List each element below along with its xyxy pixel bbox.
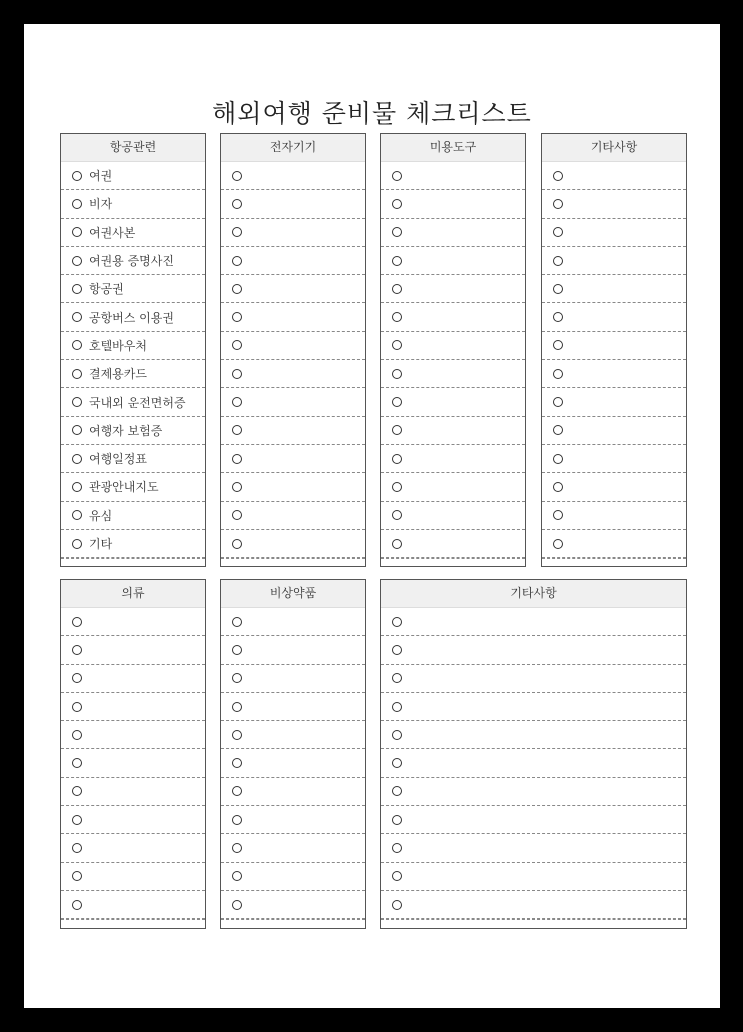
checklist-item[interactable] (61, 360, 205, 388)
checkbox-circle-icon[interactable] (72, 900, 82, 910)
checkbox-circle-icon[interactable] (392, 730, 402, 740)
checklist-item[interactable] (381, 608, 686, 636)
checklist-item[interactable] (221, 834, 365, 862)
checkbox-circle-icon[interactable] (232, 227, 242, 237)
checkbox-circle-icon[interactable] (72, 369, 82, 379)
item-label: 기타 (89, 537, 113, 551)
checklist-item[interactable] (61, 388, 205, 416)
checklist-item[interactable] (61, 417, 205, 445)
checklist-item[interactable] (542, 219, 686, 247)
checkbox-circle-icon[interactable] (392, 171, 402, 181)
checklist-item[interactable] (61, 721, 205, 749)
checkbox-circle-icon[interactable] (232, 312, 242, 322)
checkbox-circle-icon[interactable] (72, 645, 82, 655)
checkbox-circle-icon[interactable] (553, 482, 563, 492)
checklist-item[interactable] (381, 332, 525, 360)
checkbox-circle-icon[interactable] (72, 227, 82, 237)
checklist-item[interactable] (61, 473, 205, 501)
checkbox-circle-icon[interactable] (392, 843, 402, 853)
checklist-item[interactable] (381, 417, 525, 445)
checklist-box (60, 579, 206, 929)
checklist-item[interactable] (381, 891, 686, 919)
item-label: 여행일정표 (89, 452, 147, 467)
box-header: 기타사항 (381, 580, 686, 608)
checkbox-circle-icon[interactable] (392, 758, 402, 768)
checklist-item[interactable] (61, 806, 205, 834)
checkbox-circle-icon[interactable] (553, 425, 563, 435)
checklist-box (220, 133, 366, 567)
checkbox-circle-icon[interactable] (392, 369, 402, 379)
item-label: 공항버스 이용권 (89, 310, 174, 325)
checkbox-circle-icon[interactable] (553, 539, 563, 549)
checklist-item[interactable] (221, 636, 365, 664)
checkbox-circle-icon[interactable] (392, 510, 402, 520)
checkbox-circle-icon[interactable] (553, 284, 563, 294)
checkbox-circle-icon[interactable] (72, 454, 82, 464)
checklist-item[interactable] (381, 834, 686, 862)
checklist-item[interactable] (381, 275, 525, 303)
checkbox-circle-icon[interactable] (72, 815, 82, 825)
checkbox-circle-icon[interactable] (392, 284, 402, 294)
checkbox-circle-icon[interactable] (72, 510, 82, 520)
box-footer-strip (542, 558, 686, 559)
checkbox-circle-icon[interactable] (392, 786, 402, 796)
checklist-item[interactable] (221, 502, 365, 530)
checkbox-circle-icon[interactable] (553, 397, 563, 407)
checkbox-circle-icon[interactable] (72, 702, 82, 712)
checklist-item[interactable] (221, 608, 365, 636)
checklist-item[interactable] (381, 721, 686, 749)
checkbox-circle-icon[interactable] (72, 199, 82, 209)
item-label: 국내외 운전면허증 (89, 395, 186, 410)
item-label: 결제용카드 (89, 367, 147, 382)
checkbox-circle-icon[interactable] (72, 482, 82, 492)
checklist-item[interactable] (542, 417, 686, 445)
box-header: 전자기기 (221, 134, 365, 162)
checklist-item[interactable] (381, 360, 525, 388)
checklist-item[interactable] (221, 417, 365, 445)
checklist-item[interactable] (221, 190, 365, 218)
checklist-item[interactable] (381, 162, 525, 190)
checklist-item[interactable] (381, 863, 686, 891)
box-footer-strip (381, 558, 525, 559)
checkbox-circle-icon[interactable] (72, 758, 82, 768)
checklist-item[interactable] (381, 778, 686, 806)
checkbox-circle-icon[interactable] (232, 256, 242, 266)
checkbox-circle-icon[interactable] (392, 871, 402, 881)
checklist-item[interactable] (61, 608, 205, 636)
checklist-item[interactable] (221, 693, 365, 721)
checkbox-circle-icon[interactable] (553, 369, 563, 379)
checklist-item[interactable] (61, 162, 205, 190)
checklist-item[interactable] (61, 445, 205, 473)
checkbox-circle-icon[interactable] (392, 482, 402, 492)
checklist-item[interactable] (221, 388, 365, 416)
checklist-item[interactable] (221, 303, 365, 331)
item-label: 관광안내지도 (89, 480, 159, 495)
checkbox-circle-icon[interactable] (72, 425, 82, 435)
checklist-item[interactable] (221, 749, 365, 777)
checkbox-circle-icon[interactable] (392, 397, 402, 407)
checklist-box (380, 133, 526, 567)
checklist-item[interactable] (542, 247, 686, 275)
checklist-item[interactable] (61, 749, 205, 777)
checkbox-circle-icon[interactable] (232, 454, 242, 464)
checkbox-circle-icon[interactable] (232, 482, 242, 492)
checklist-item[interactable] (61, 834, 205, 862)
checkbox-circle-icon[interactable] (232, 284, 242, 294)
box-header: 비상약품 (221, 580, 365, 608)
checkbox-circle-icon[interactable] (72, 539, 82, 549)
checklist-item[interactable] (381, 636, 686, 664)
checklist-item[interactable] (61, 863, 205, 891)
checklist-item[interactable] (381, 303, 525, 331)
checkbox-circle-icon[interactable] (232, 369, 242, 379)
checkbox-circle-icon[interactable] (392, 815, 402, 825)
checkbox-circle-icon[interactable] (72, 786, 82, 796)
box-header: 의류 (61, 580, 205, 608)
checkbox-circle-icon[interactable] (553, 256, 563, 266)
checkbox-circle-icon[interactable] (72, 397, 82, 407)
checklist-item[interactable] (381, 247, 525, 275)
checklist-item[interactable] (381, 190, 525, 218)
checklist-item[interactable] (381, 806, 686, 834)
item-label: 항공권 (89, 282, 124, 297)
checkbox-circle-icon[interactable] (232, 425, 242, 435)
box-header: 미용도구 (381, 134, 525, 162)
item-label: 여권사본 (89, 225, 136, 240)
checklist-item[interactable] (542, 275, 686, 303)
checklist-item[interactable] (61, 303, 205, 331)
checkbox-circle-icon[interactable] (553, 171, 563, 181)
checkbox-circle-icon[interactable] (72, 340, 82, 350)
checkbox-circle-icon[interactable] (72, 171, 82, 181)
checklist-item[interactable] (61, 190, 205, 218)
checkbox-circle-icon[interactable] (392, 425, 402, 435)
item-label: 여권 (89, 169, 113, 184)
checklist-item[interactable] (542, 530, 686, 558)
box-footer-strip (221, 558, 365, 559)
checkbox-circle-icon[interactable] (392, 617, 402, 627)
checklist-item[interactable] (381, 502, 525, 530)
checklist-item[interactable] (542, 502, 686, 530)
checkbox-circle-icon[interactable] (232, 617, 242, 627)
page-title: 해외여행 준비물 체크리스트 (212, 99, 532, 128)
checkbox-circle-icon[interactable] (232, 673, 242, 683)
checkbox-circle-icon[interactable] (392, 199, 402, 209)
checklist-item[interactable] (61, 636, 205, 664)
checklist-item[interactable] (61, 219, 205, 247)
checkbox-circle-icon[interactable] (553, 340, 563, 350)
checklist-item[interactable] (221, 778, 365, 806)
checklist-item[interactable] (221, 806, 365, 834)
checkbox-circle-icon[interactable] (232, 843, 242, 853)
checkbox-circle-icon[interactable] (232, 645, 242, 655)
checkbox-circle-icon[interactable] (392, 454, 402, 464)
checkbox-circle-icon[interactable] (392, 673, 402, 683)
checklist-item[interactable] (61, 332, 205, 360)
checkbox-circle-icon[interactable] (392, 539, 402, 549)
checklist-item[interactable] (221, 530, 365, 558)
checklist-item[interactable] (61, 778, 205, 806)
checkbox-circle-icon[interactable] (392, 227, 402, 237)
item-label: 여행자 보험증 (89, 423, 163, 438)
checkbox-circle-icon[interactable] (72, 843, 82, 853)
box-footer-strip (61, 919, 205, 920)
checklist-item[interactable] (221, 473, 365, 501)
checklist-item[interactable] (381, 530, 525, 558)
checklist-item[interactable] (381, 445, 525, 473)
checkbox-circle-icon[interactable] (232, 900, 242, 910)
checkbox-circle-icon[interactable] (72, 617, 82, 627)
box-footer-strip (381, 919, 686, 920)
checkbox-circle-icon[interactable] (232, 815, 242, 825)
item-label: 호텔바우처 (89, 338, 147, 353)
item-label: 유심 (89, 508, 113, 523)
checkbox-circle-icon[interactable] (232, 786, 242, 796)
checklist-box (60, 133, 206, 567)
checklist-item[interactable] (61, 530, 205, 558)
checklist-page (24, 24, 720, 1008)
checklist-item[interactable] (61, 891, 205, 919)
checklist-item[interactable] (221, 863, 365, 891)
checklist-item[interactable] (542, 332, 686, 360)
checklist-item[interactable] (61, 693, 205, 721)
checklist-item[interactable] (542, 445, 686, 473)
box-footer-strip (221, 919, 365, 920)
checklist-box (541, 133, 687, 567)
checklist-item[interactable] (542, 190, 686, 218)
checklist-item[interactable] (61, 247, 205, 275)
checkbox-circle-icon[interactable] (232, 539, 242, 549)
checklist-box (220, 579, 366, 929)
checklist-item[interactable] (381, 473, 525, 501)
checklist-item[interactable] (381, 749, 686, 777)
checkbox-circle-icon[interactable] (232, 199, 242, 209)
checkbox-circle-icon[interactable] (553, 454, 563, 464)
checklist-item[interactable] (381, 693, 686, 721)
checkbox-circle-icon[interactable] (72, 730, 82, 740)
checkbox-circle-icon[interactable] (392, 900, 402, 910)
checkbox-circle-icon[interactable] (553, 199, 563, 209)
item-label: 여권용 증명사진 (89, 254, 174, 269)
checklist-item[interactable] (221, 275, 365, 303)
checkbox-circle-icon[interactable] (392, 645, 402, 655)
checklist-item[interactable] (221, 162, 365, 190)
checklist-item[interactable] (221, 721, 365, 749)
checklist-item[interactable] (542, 388, 686, 416)
checklist-item[interactable] (61, 502, 205, 530)
checkbox-circle-icon[interactable] (553, 510, 563, 520)
checkbox-circle-icon[interactable] (232, 702, 242, 712)
checklist-item[interactable] (221, 332, 365, 360)
checklist-item[interactable] (542, 162, 686, 190)
checklist-item[interactable] (221, 445, 365, 473)
checklist-item[interactable] (381, 219, 525, 247)
checkbox-circle-icon[interactable] (232, 730, 242, 740)
checkbox-circle-icon[interactable] (232, 171, 242, 181)
checkbox-circle-icon[interactable] (392, 312, 402, 322)
checkbox-circle-icon[interactable] (72, 673, 82, 683)
checkbox-circle-icon[interactable] (72, 284, 82, 294)
checklist-item[interactable] (542, 473, 686, 501)
checkbox-circle-icon[interactable] (553, 227, 563, 237)
checkbox-circle-icon[interactable] (232, 871, 242, 881)
checklist-item[interactable] (381, 665, 686, 693)
checkbox-circle-icon[interactable] (232, 510, 242, 520)
box-header: 기타사항 (542, 134, 686, 162)
checkbox-circle-icon[interactable] (72, 312, 82, 322)
checkbox-circle-icon[interactable] (392, 256, 402, 266)
checklist-item[interactable] (221, 247, 365, 275)
checklist-item[interactable] (221, 219, 365, 247)
checklist-item[interactable] (61, 275, 205, 303)
checklist-item[interactable] (542, 360, 686, 388)
checklist-item[interactable] (221, 665, 365, 693)
checkbox-circle-icon[interactable] (392, 340, 402, 350)
box-footer-strip (61, 558, 205, 559)
checkbox-circle-icon[interactable] (392, 702, 402, 712)
checkbox-circle-icon[interactable] (232, 340, 242, 350)
checklist-item[interactable] (221, 891, 365, 919)
checklist-item[interactable] (221, 360, 365, 388)
checklist-box (380, 579, 687, 929)
checkbox-circle-icon[interactable] (72, 871, 82, 881)
box-header: 항공관련 (61, 134, 205, 162)
checkbox-circle-icon[interactable] (232, 397, 242, 407)
checklist-item[interactable] (381, 388, 525, 416)
checkbox-circle-icon[interactable] (553, 312, 563, 322)
checkbox-circle-icon[interactable] (232, 758, 242, 768)
checkbox-circle-icon[interactable] (72, 256, 82, 266)
item-label: 비자 (89, 197, 113, 212)
checklist-item[interactable] (542, 303, 686, 331)
checklist-item[interactable] (61, 665, 205, 693)
